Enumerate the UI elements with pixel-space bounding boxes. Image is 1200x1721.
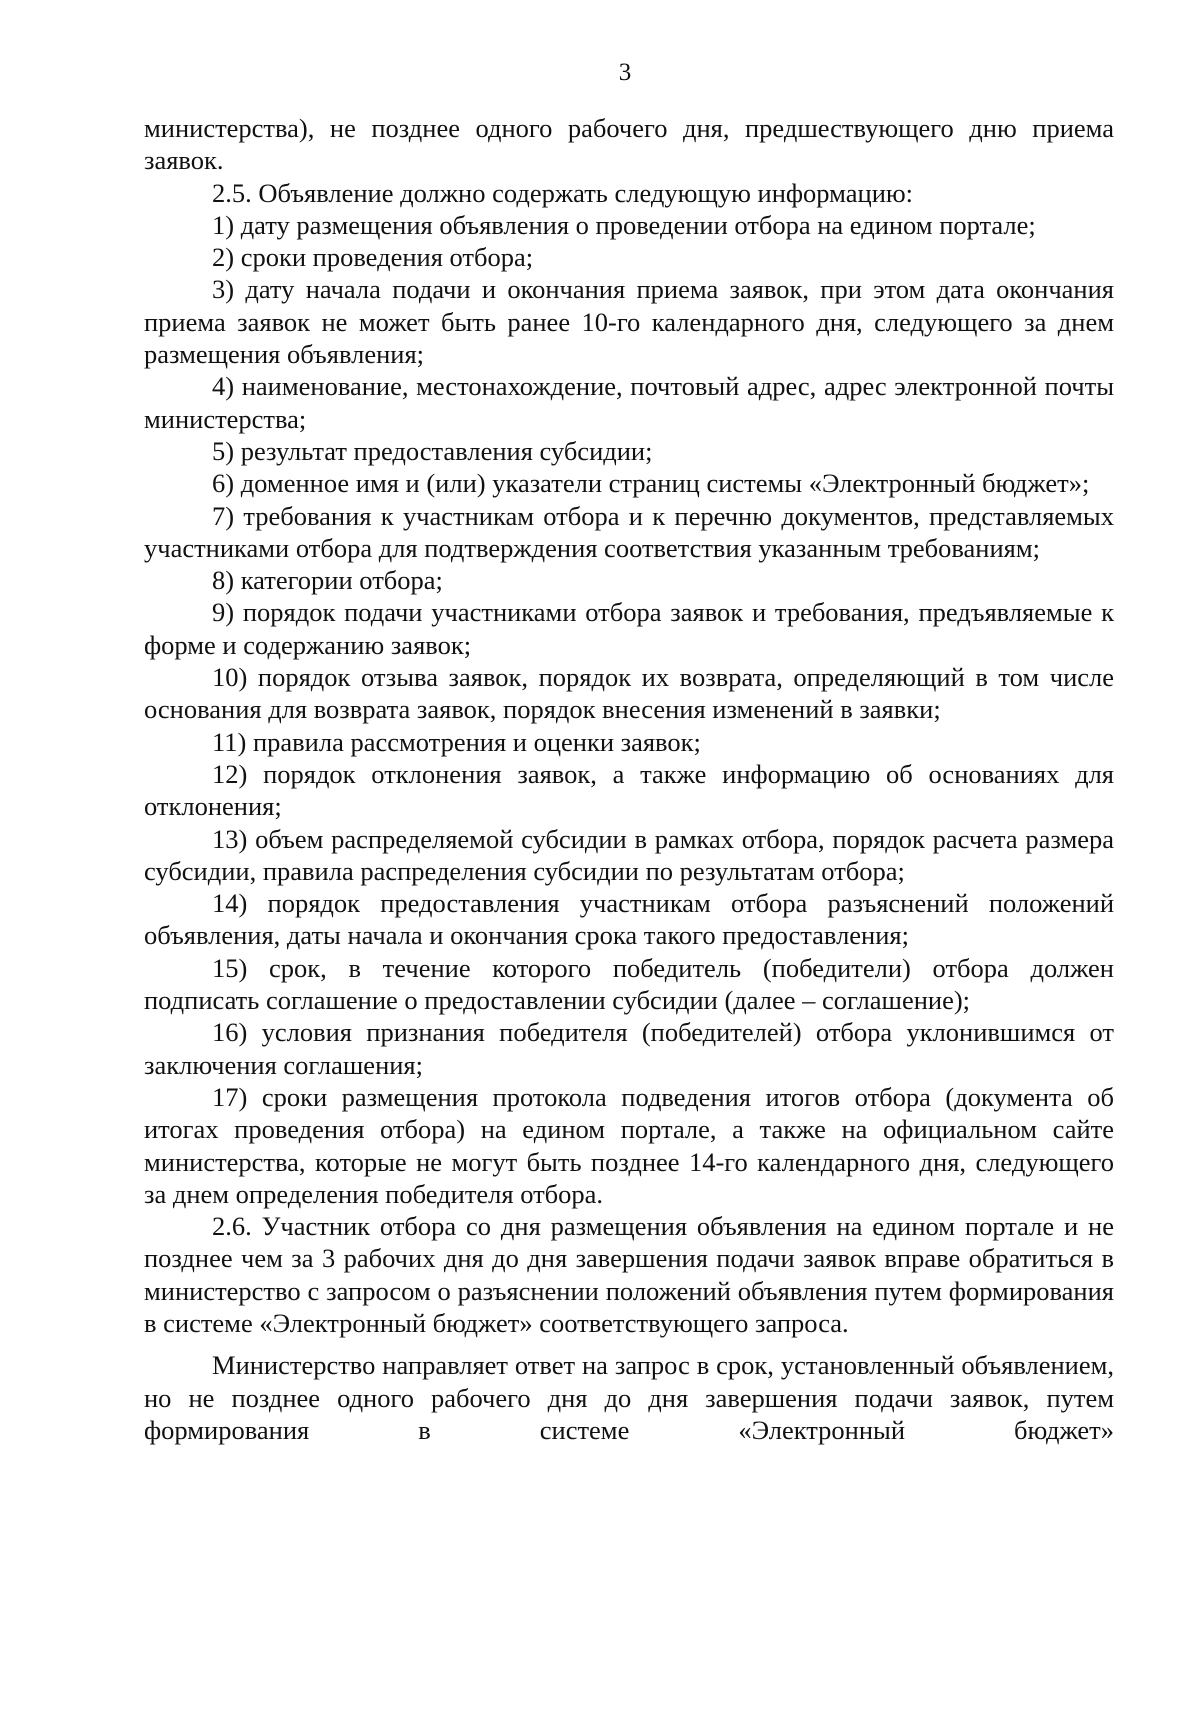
list-item-14: 14) порядок предоставления участникам отбора разъяснений положений объявления, даты начала и окончания срока такого предоставления; [144,888,1114,951]
list-item-11: 11) правила рассмотрения и оценки заявок; [212,726,701,757]
list-item-3: 3) дату начала подачи и окончания приема заявок, при этом дата окончания приема заявок не может быть ранее 10-го календарного дня, следующего за днем размещения объявления; [144,274,1114,370]
list-item-6: 6) доменное имя и (или) указатели страниц системы «Электронный бюджет»; [212,468,1090,499]
document-body [144,112,1114,1446]
paragraph-intro: министерства), не позднее одного рабочего дня, предшествующего дню приема заявок. [144,113,1114,176]
list-item-17: 17) сроки размещения протокола подведения итогов отбора (документа об итогах проведения отбора) на едином портале, а также на официальном сайте министерства, которые не могут быть позднее 14-го календарного дня, следующего за днем определения победителя отбора. [144,1081,1114,1209]
list-item-5: 5) результат предоставления субсидии; [212,435,653,466]
list-item-16: 16) условия признания победителя (победителей) отбора уклонившимся от заключения соглашения; [144,1017,1114,1080]
list-item-13: 13) объем распределяемой субсидии в рамках отбора, порядок расчета размера субсидии, правила распределения субсидии по результатам отбора; [144,823,1114,886]
section-2-6: 2.6. Участник отбора со дня размещения объявления на едином портале и не позднее чем за 3 рабочих дня до дня завершения подачи заявок вправе обратиться в министерство с запросом о разъяснении положений объявления путем формирования в системе «Электронный бюджет» соответствующего запроса. [144,1211,1114,1338]
list-item-1: 1) дату размещения объявления о проведении отбора на едином портале; [212,209,1036,240]
list-item-2: 2) сроки проведения отбора; [212,242,534,273]
section-2-5-heading: 2.5. Объявление должно содержать следующую информацию: [212,177,914,208]
list-item-4: 4) наименование, местонахождение, почтовый адрес, адрес электронной почты министерства; [144,371,1114,434]
list-item-9: 9) порядок подачи участниками отбора заявок и требования, предъявляемые к форме и содержанию заявок; [144,597,1114,660]
list-item-8: 8) категории отбора; [212,565,443,596]
page-number: 3 [618,59,632,86]
list-item-15: 15) срок, в течение которого победитель (победители) отбора должен подписать соглашение о предоставлении субсидии (далее – соглашение); [144,952,1114,1016]
list-item-10: 10) порядок отзыва заявок, порядок их возврата, определяющий в том числе основания для возврата заявок, порядок внесения изменений в заявки; [144,662,1114,725]
list-item-12: 12) порядок отклонения заявок, а также информацию об основаниях для отклонения; [144,758,1114,822]
ministry-response-paragraph: Министерство направляет ответ на запрос в срок, установленный объявлением, но не позднее одного рабочего дня до дня завершения подачи заявок, путем формирования в системе «Электронный бюджет» [144,1350,1114,1445]
list-item-7: 7) требования к участникам отбора и к перечню документов, представляемых участниками отбора для подтверждения соответствия указанным требованиям; [144,500,1114,563]
